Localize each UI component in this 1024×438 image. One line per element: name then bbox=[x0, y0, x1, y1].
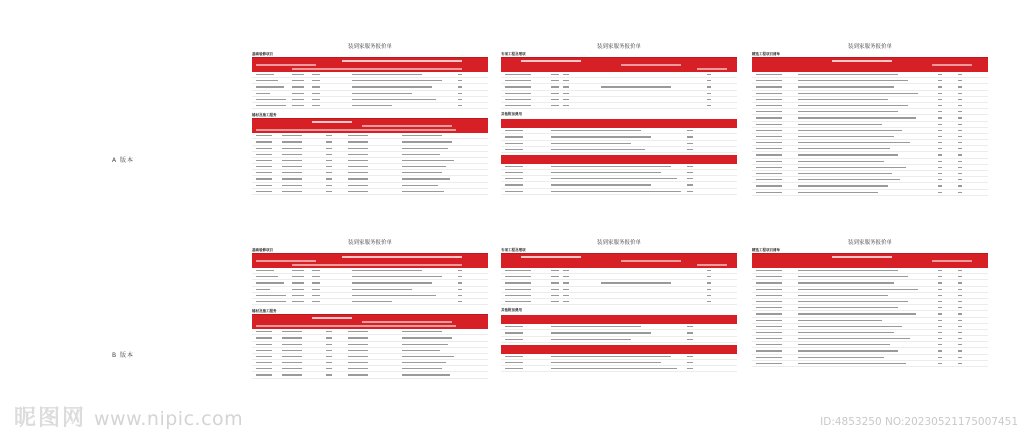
section-title: 精选工程项目清单 bbox=[752, 248, 780, 252]
table-header bbox=[501, 57, 737, 72]
table-header bbox=[752, 253, 988, 268]
table-header bbox=[252, 314, 488, 329]
price-table bbox=[252, 57, 488, 109]
sheet-title: 装到家服务报价单 bbox=[596, 44, 641, 50]
section-title: 辅材及施工服务 bbox=[252, 113, 277, 118]
table-header bbox=[752, 57, 988, 72]
table-row bbox=[501, 299, 737, 305]
section-bar bbox=[501, 345, 737, 354]
sheet-title: 装到家服务报价单 bbox=[347, 44, 392, 50]
section-title: 辅材及施工服务 bbox=[252, 309, 277, 314]
sheet-a3 bbox=[752, 42, 988, 222]
sheet-b2 bbox=[501, 238, 737, 418]
version-a-label: A 版本 bbox=[112, 157, 135, 164]
price-table bbox=[252, 118, 488, 195]
price-table bbox=[252, 253, 488, 305]
sheet-title: 装到家服务报价单 bbox=[596, 240, 641, 246]
table-row bbox=[752, 361, 988, 367]
table-row bbox=[252, 299, 488, 305]
section-title: 精选工程项目清单 bbox=[752, 52, 780, 56]
price-table bbox=[501, 57, 737, 109]
section-title: 基础装修项目 bbox=[252, 248, 273, 252]
watermark-logo bbox=[14, 401, 243, 432]
table-header bbox=[252, 57, 488, 72]
table-row bbox=[501, 189, 737, 195]
watermark-id: ID:4853250 NO:20230521175007451 bbox=[820, 416, 1018, 428]
watermark-brand: 昵图网 bbox=[14, 406, 87, 431]
section-title: 专项工程及增项 bbox=[501, 248, 526, 252]
table-row bbox=[501, 337, 737, 343]
sheet-title: 装到家服务报价单 bbox=[347, 240, 392, 246]
watermark-site: www.nipic.com bbox=[94, 408, 244, 430]
sheet-b1 bbox=[252, 238, 488, 418]
watermark-strip bbox=[0, 406, 1024, 438]
table-row bbox=[501, 147, 737, 153]
table-row bbox=[752, 190, 988, 196]
sheet-b3 bbox=[752, 238, 988, 418]
price-table bbox=[501, 253, 737, 305]
sheet-a2 bbox=[501, 42, 737, 222]
sheet-title: 装到家服务报价单 bbox=[847, 240, 892, 246]
section-title: 其他附加费用 bbox=[501, 308, 522, 313]
price-table bbox=[752, 253, 988, 367]
section-bar bbox=[501, 119, 737, 128]
price-table bbox=[252, 314, 488, 379]
table-header bbox=[252, 253, 488, 268]
section-title: 其他附加费用 bbox=[501, 112, 522, 117]
sheet-title: 装到家服务报价单 bbox=[847, 44, 892, 50]
price-table bbox=[752, 57, 988, 196]
section-bar bbox=[501, 315, 737, 324]
sheet-a1 bbox=[252, 42, 488, 222]
table-row bbox=[501, 366, 737, 372]
table-header bbox=[501, 253, 737, 268]
table-header bbox=[252, 118, 488, 133]
section-bar bbox=[501, 155, 737, 164]
table-row bbox=[252, 372, 488, 378]
section-title: 基础装修项目 bbox=[252, 52, 273, 56]
version-b-label: B 版本 bbox=[112, 352, 135, 359]
table-row bbox=[252, 189, 488, 195]
table-row bbox=[252, 103, 488, 109]
section-title: 专项工程及增项 bbox=[501, 52, 526, 56]
table-row bbox=[501, 103, 737, 109]
